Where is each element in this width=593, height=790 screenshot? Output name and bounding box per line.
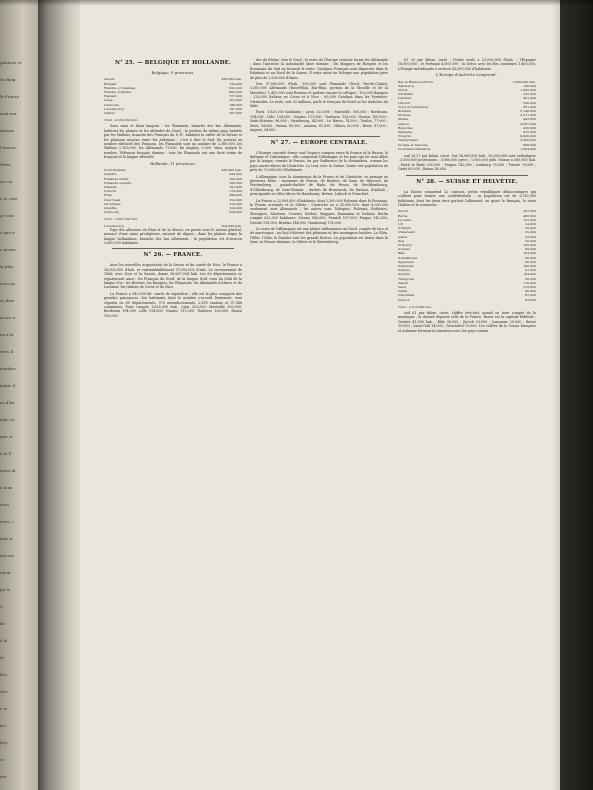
row-value: 501,000 (229, 98, 242, 103)
row-label: Bas et Haute-Autriche (398, 79, 433, 84)
facing-page-fragment: me ses (0, 553, 14, 558)
row-value: 45,000 (525, 226, 536, 231)
section-26-title: N° 26. — FRANCE. (143, 252, 203, 259)
row-label: Neuchâtel (398, 293, 415, 298)
section-divider (258, 136, 380, 137)
facing-page-edge (0, 0, 38, 790)
row-value: 468,000 (523, 213, 536, 218)
facing-page-fragment: en à la (0, 332, 14, 337)
row-value: 87,000 (525, 293, 536, 298)
row-value: 219,000 (229, 201, 242, 206)
facing-page-fragment: us d'ha (0, 400, 15, 405)
row-value: 90,000 (525, 289, 536, 294)
row-value: 36,000 (525, 255, 536, 260)
row-label: Salzbourg (398, 83, 414, 88)
facing-page-fragment: 5. (0, 604, 4, 609)
row-label: Croatie et Slavonie (398, 142, 429, 147)
row-value: 727,000 (229, 94, 242, 99)
facing-page-fragment: eurs, c (0, 519, 14, 524)
row-label: Unterwald (398, 230, 415, 235)
hollande-table (104, 168, 242, 214)
table-row (398, 298, 536, 302)
facing-page-fragment: té (0, 655, 4, 660)
row-label: Gueldre (104, 172, 117, 177)
row-label: Over-Yssel (104, 197, 121, 202)
facing-page-fragment: ution (0, 570, 11, 575)
row-value: 254,000 (229, 197, 242, 202)
top-shadow (0, 0, 593, 6)
col2-paragraph-1: des du Rhône, vers le Nord ; le reste de l'Europe centrale forme les Allemands ; dans l'Autriche la nationalité slave domine ; les Magyars de Hongrie et les Roumains du Sud en forment le reste. Quelques Français sont dispersés dans le Palatinat et au Nord de la Suisse. Il reste aussi en Pologne une population juive de plus de 2,000,000 d'âmes. (250, 58, 388, 80)
facing-page-fragment: ntés n (0, 536, 13, 541)
row-label: Dalmatie (398, 130, 413, 135)
row-label: Limbourg (104, 210, 120, 215)
france-paragraph-1: Avec les nouvelles acquisitions de la Savoie et du comté de Nice, la France a 38,000,000 d'hab. et vraisemblablement 37,000,000 d'hab. Le recensement de 1866, avec Nice et la Savoie, donne 38,067,094 hab. Les 89 départements se répartissent ainsi : les Français du Nord, de la langue d'oïl, ceux du Midi de la langue d'oc, les Bretons, les Basques, les Flamands, les Allemands d'Alsace et de Lorraine, les Italiens de Corse et de Nice. (104, 263, 242, 290)
hollande-subhead: Hollande, 11 provinces. (150, 160, 196, 166)
suisse-total: Total : 2,510,000 hab. (398, 304, 433, 309)
facing-page-fragment: uses (0, 502, 10, 507)
belgique-subhead: Belgique, 9 provinces. (151, 70, 195, 75)
facing-page-fragment: s que n (0, 230, 15, 235)
row-label: Bukovine (398, 125, 413, 130)
row-value: 69,000 (525, 247, 536, 252)
row-value: 90,000 (525, 276, 536, 281)
row-value: 5,140,000 (520, 109, 536, 114)
facing-page-fragment: à la (0, 638, 8, 643)
facing-page-fragment: ncore u (0, 315, 16, 320)
facing-page-fragment: la plus (0, 264, 14, 269)
row-label: Utrecht (104, 189, 117, 194)
section-divider (406, 175, 528, 176)
row-value: 181,000 (229, 184, 242, 189)
row-value: 436,000 hab. (221, 168, 242, 173)
book-cover-edge (560, 0, 593, 790)
belgium-paragraph: Sous vaux et deux langues : les Flamands, branche des bas Allemands, habitent les plaines et les altitudes du Nord ; la portion du même pays habitée par les Wallons, branche des Français du S.-E., habitent la vallée de la Meuse et les plateaux moyens entre les Ardennes ; c'est à dire le Sud. En portant au nombre distincts des Français, les Flamands sont au nombre de 2,360,000, les Wallons 2,100,000, les Allemands 71,000. En Anglais, 3,000. Mais, malgré le nombre, l'élément français domine : tous les Flamands ont une forte teinte de français et la langue officielle. (104, 124, 242, 160)
france-paragraph-2: La France a 542,000 kil. carrés de superficie ; elle est la plus compacte des grandes puissances. Ses habitants, dont le nombre s'accroît lentement, sont répartis en 89 départements, 373 arrondissements, 2,938 cantons et 37,548 communes. Paris compte 1,825,000 hab., Lyon 323,000, Marseille 300,000, Bordeaux 194,000, Lille 154,000, Nantes 111,000, Toulouse 126,000, Rouen 100,000. (104, 291, 242, 318)
facing-page-fragment: pt sont (0, 213, 15, 218)
row-value: 104,000 (523, 251, 536, 256)
row-value: 146,000 (523, 83, 536, 88)
facing-page-fragment: sont enr (0, 111, 17, 116)
facing-page-fragment: le Franço (0, 94, 20, 99)
row-label: Namur (104, 111, 115, 116)
row-value: 224,000 (229, 210, 242, 215)
row-label: Galicie (398, 121, 409, 126)
section-27-title: N° 27. — EUROPE CENTRALE. (270, 139, 368, 146)
row-value: 299,000 (229, 193, 242, 198)
autriche-table-title: L'Europe d'Autriche comprend : (436, 72, 498, 78)
facing-page-fragment: tations (0, 128, 14, 133)
facing-page-fragment: pu lo (0, 587, 11, 592)
row-value: 33,000 (525, 234, 536, 239)
facing-page-fragment: en Belg (0, 77, 16, 82)
facing-page-fragment: ne n'a (0, 179, 13, 184)
europe-centrale-paragraph-2: L'Allemagne, sous la domination de la Prusse et de l'Autriche, se partage en plusieurs États : royaumes de Prusse, de Bavière, de Saxe, de Hanovre, de Wurtemberg ; grands-duchés de Bade, de Hesse, de Mecklembourg, d'Oldenbourg, de Saxe-Weimar ; duchés de Brunswick, de Nassau, d'Anhalt ; principautés et villes libres de Hambourg, Brême, Lubeck et Francfort. (250, 174, 388, 197)
luxembourg-name: Luxembourg (104, 223, 124, 228)
facing-page-fragment: ment di (0, 468, 16, 473)
row-label: Saint-Gall (398, 263, 414, 268)
suisse-table (398, 209, 536, 301)
facing-page-fragment: dits (0, 689, 8, 694)
section-28-title: N° 28. — SUISSE ET HELVÉTIE. (416, 178, 518, 185)
row-label: Bohême (398, 109, 411, 114)
row-label: Flandre orientale (104, 90, 132, 95)
row-label: Schwytz (398, 226, 412, 231)
belgique-total: Total : 4,530,000 hab. (104, 118, 139, 123)
facing-page-fragment: es dive (0, 298, 15, 303)
row-label: Luxembourg (104, 106, 124, 111)
col2-paragraph-2: Des 37,000,000 d'hab., 300,000 sont Flamands (Nord, Pas-de-Calais), 1,300,000 Allemands (Haut-Rhin, Bas-Rhin, portion de la Moselle et de la Meurthe), 1,450,000 sont Bretons et parlent encore le celtique ; 150,000 Basques ; 220,000 Italiens en Corse et à Nice ; 60,000 Catalans dans les Pyrénées-Orientales. Le reste, soit 33 millions, parle le français du Nord ou les dialectes du Midi. (250, 82, 388, 109)
row-label: Anvers (104, 77, 115, 82)
row-label: Tessin (398, 280, 408, 285)
row-label: Tyrol et Vorarlberg (398, 104, 429, 109)
row-value: 83,000 (525, 297, 536, 302)
row-label: Carinthie (398, 92, 413, 97)
row-label: Groningue (104, 201, 121, 206)
row-value: 734,000 (229, 81, 242, 86)
row-value: 20,000 (525, 238, 536, 243)
row-label: Moravie (398, 113, 411, 118)
row-value: 116,000 (523, 280, 536, 285)
row-label: Transylvanie (398, 138, 419, 143)
row-label: Liége (104, 98, 113, 103)
row-label: Bâle (398, 251, 405, 256)
row-label: Glaris (398, 234, 408, 239)
facing-page-fragment: nombre (0, 366, 16, 371)
row-value: 180,000 (523, 263, 536, 268)
row-label: Zug (398, 238, 405, 243)
row-label: Berne (398, 213, 408, 218)
row-value: 105,000 (523, 242, 536, 247)
row-value: 704,000 (229, 176, 242, 181)
row-value: 1,064,000 (520, 146, 536, 151)
section-divider (112, 248, 234, 249)
row-value: 456,000 (523, 125, 536, 130)
europe-centrale-paragraph-1: L'Europe centrale forme tout l'espace compris entre la France et la Russie, la Baltique et l'Adriatique ; elle comprend l'Allemagne et les pays qui lui sont alliés par la langue, comme la Prusse, ou par l'influence de la domination, comme les pays austro-slaves de l'Autriche. Le tout, avec la Suisse, forme une population de près de 70,000,000 d'habitants. (250, 150, 388, 173)
facing-page-fragment: s m (0, 706, 8, 711)
row-value: 443,000 (523, 117, 536, 122)
row-value: 287,000 (229, 111, 242, 116)
document-page (80, 0, 562, 790)
row-value: 435,000 hab. (221, 77, 242, 82)
facing-page-fragment: ndie ce (0, 417, 15, 422)
facing-page-fragment: ilse (0, 672, 7, 677)
facing-page-fragment: platines et (0, 60, 22, 65)
facing-page-fragment: les (0, 723, 6, 728)
row-label: Frise (104, 193, 113, 198)
row-label: Flandre occidentale (104, 85, 136, 90)
row-label: Hollande septent. (104, 180, 132, 185)
facing-page-fragment: dep (0, 740, 8, 745)
row-value: 213,000 (523, 284, 536, 289)
row-label: Hollande mérid. (104, 176, 130, 181)
row-label: Zurich (398, 209, 409, 214)
suisse-paragraph-1: La Suisse comprend 22 cantons, petits républiques démocratiques qui s'allient pour former une confédération ; sa population est de 2,510,000 habitants, dont les deux tiers parlent l'allemand, un quart le français, le reste l'italien et le romanche. (398, 189, 536, 207)
facing-page-fragment: cr (0, 757, 5, 762)
row-value: 1,056,000 (520, 88, 536, 93)
row-value: 9,900,000 (520, 134, 536, 139)
row-value: 174,000 (229, 189, 242, 194)
row-value: 868,000 (523, 142, 536, 147)
row-label: Genève (398, 297, 410, 302)
row-label: Uri (398, 221, 404, 226)
row-label: Thurgovie (398, 276, 414, 281)
row-label: Hainaut (104, 94, 117, 99)
belgique-table (104, 77, 242, 115)
table-row (398, 147, 536, 151)
row-label: Vaud (398, 284, 406, 289)
row-value: 60,000 (525, 259, 536, 264)
row-value: 25,000 (525, 230, 536, 235)
facing-page-fragment: Paris. (0, 162, 12, 167)
suisse-paragraph-2: sud 61 par kilom. carré, chiffre très-fort, quand on tient compte de la montagne ; la densité dépasse celle de la France. Berne est la capitale fédérale ; Genève 41,000 hab. ; Bâle 38,000 ; Zurich 20,000 ; Lausanne 20,000 ; Berne 29,000 ; Saint-Gall 14,000 ; Neuchâtel 10,000. Les vallées de la Suisse française et italienne forment la transition avec les pays voisins. (398, 311, 536, 333)
column-2 (250, 58, 388, 247)
row-label: Grisons (398, 268, 410, 273)
row-label: Drenthe (104, 205, 117, 210)
column-1 (104, 58, 242, 320)
row-value: 415,000 (523, 130, 536, 135)
row-value: 800,000 (229, 90, 242, 95)
row-value: 91,000 (525, 268, 536, 273)
row-value: 14,000 (525, 221, 536, 226)
column-3 (398, 58, 536, 335)
row-value: 194,000 (523, 272, 536, 277)
facing-page-fragment: e dom (0, 485, 13, 490)
book-gutter (38, 0, 82, 790)
row-value: 444,000 (229, 172, 242, 177)
hollande-total: Total : 3,627,000 hab. (104, 217, 139, 222)
facing-page-fragment: lie (0, 621, 5, 626)
row-label: Valais (398, 289, 408, 294)
row-value: 104,000 (229, 205, 242, 210)
row-value: 131,000 (523, 217, 536, 222)
autriche-table (398, 80, 536, 151)
facing-page-fragment: que, e (0, 434, 13, 439)
row-label: Brabant (104, 81, 117, 86)
row-value: 4,597,000 (520, 121, 536, 126)
table-row (104, 210, 242, 214)
row-label: Silésie (398, 117, 409, 122)
table-row (104, 111, 242, 115)
row-label: Lucerne (398, 217, 411, 222)
row-label: Frontières militaires (398, 146, 431, 151)
row-label: Limbourg (104, 102, 120, 107)
col3-paragraph-2: sud 26,37 par kilom. carré. Sur 36,000,000 hab., 30,000,000 sont catholiques ; 3,500,000 protestants ; 3,000,000 grecs ; 1,000,000 juifs. Vienne a 560,000 hab. ; Pesth et Bude 200,000 ; Prague 142,000 ; Lemberg 70,000 ; Trieste 70,000 ; Gratz 80,000 ; Brünn 58,000. (398, 154, 536, 172)
row-label: Zélande (104, 184, 117, 189)
row-value: 2,000,000 (520, 138, 536, 143)
row-value: 197,000 (229, 106, 242, 111)
holland-paragraph: Pays des alluvions du Rhin et de la Meuse, en partie sous le niveau général, menacé d'une ruine prodigieuse, entouré de digues ; dans les plaines règne la langue hollandaise, branche des bas allemands : la population est d'environ 3,600,000 habitants. (104, 227, 242, 245)
section-25-title: N° 25. — BELGIQUE ET HOLLANDE. (114, 60, 232, 66)
row-value: 267,000 (523, 209, 536, 214)
row-value: 198,000 (229, 102, 242, 107)
row-label: Argovie (398, 272, 411, 277)
row-label: Carniole (398, 96, 412, 101)
col2-paragraph-3: Paris, 1,825,000 habitants ; Lyon, 323,000 ; Marseille, 300,000 ; Bordeaux, 194,000 ; Lille, 154,000 ; Nantes, 111,000 ; Toulouse, 126,000 ; Rouen, 100,000 ; Saint-Étienne, 96,000 ; Strasbourg, 84,000 ; Le Havre, 74,000 ; Toulon, 77,000 ; Metz, 54,000 ; Reims, 60,000 ; Amiens, 61,000 ; Nîmes, 60,000 ; Brest, 67,000 ; Angers, 54,000. (250, 110, 388, 133)
row-value: 451,000 (523, 96, 536, 101)
row-label: Styrie (398, 88, 408, 93)
row-value: 851,000 (523, 104, 536, 109)
facing-page-fragment: e la com (0, 196, 18, 201)
row-value: 1,990,000 hab. (512, 79, 536, 84)
facing-page-fragment: n la F (0, 451, 12, 456)
europe-centrale-paragraph-4: Le reste de l'Allemagne est une plaine sablonneuse au Nord, coupée de lacs et de marécages ; au Sud s'élèvent des plateaux et des montagnes boisées. Le Rhin, l'Elbe, l'Oder, le Danube sont les grands fleuves. La population est dense dans la Saxe, la Prusse rhénane, la Silésie et le Wurtemberg. (250, 227, 388, 245)
row-label: Fribourg (398, 242, 412, 247)
facing-page-fragment: hants d (0, 383, 16, 388)
row-label: Soleure (398, 247, 411, 252)
row-value: 2,017,000 (520, 113, 536, 118)
europe-centrale-paragraph-3: La Prusse a 22,000,000 d'habitants, dont 2,500,000 Polonais dans la Posnanie, la Prusse orientale et la Silésie ; l'Autriche en a 35,000,000, dont 8,000,000 seulement sont Allemands ; les autres sont Tchèques, Polonais, Ruthènes, Slovaques, Slovènes, Croates, Serbes, Magyars, Roumains et Italiens. Berlin compte 632,000 habitants, Vienne 560,000, Munich 167,000, Prague 142,000, Dresde 128,000, Breslau 146,000, Hambourg 178,000. (250, 198, 388, 225)
facing-page-fragment: ent (0, 774, 7, 779)
facing-page-fragment: tiers d (0, 349, 14, 354)
col3-paragraph-1: 61 26 par kilom. carré ; l'Italie seule a 21,000,000 d'hab. ; l'Espagne 16,000,000 ; le Portugal 4,000,000 ; la Grèce avec les îles Ioniennes 1,400,000. L'Europe méridionale a environ 43,000,000 d'habitants. (398, 58, 536, 71)
row-value: 332,000 (523, 92, 536, 97)
row-label: Schaffhouse (398, 255, 418, 260)
luxembourg-value: 204,000 hab. (221, 223, 242, 228)
facing-page-fragment: l'instruc (0, 145, 17, 150)
row-value: 520,000 (523, 100, 536, 105)
row-label: Littoral (398, 100, 410, 105)
facing-page-fragment: eurs qu (0, 281, 16, 286)
facing-page-fragment: a pense (0, 247, 16, 252)
row-value: 641,000 (229, 85, 242, 90)
row-value: 588,000 (229, 180, 242, 185)
row-label: Hongrie (398, 134, 411, 139)
row-label: Appenzell (398, 259, 414, 264)
row-label: Nord-Brabant (104, 168, 126, 173)
